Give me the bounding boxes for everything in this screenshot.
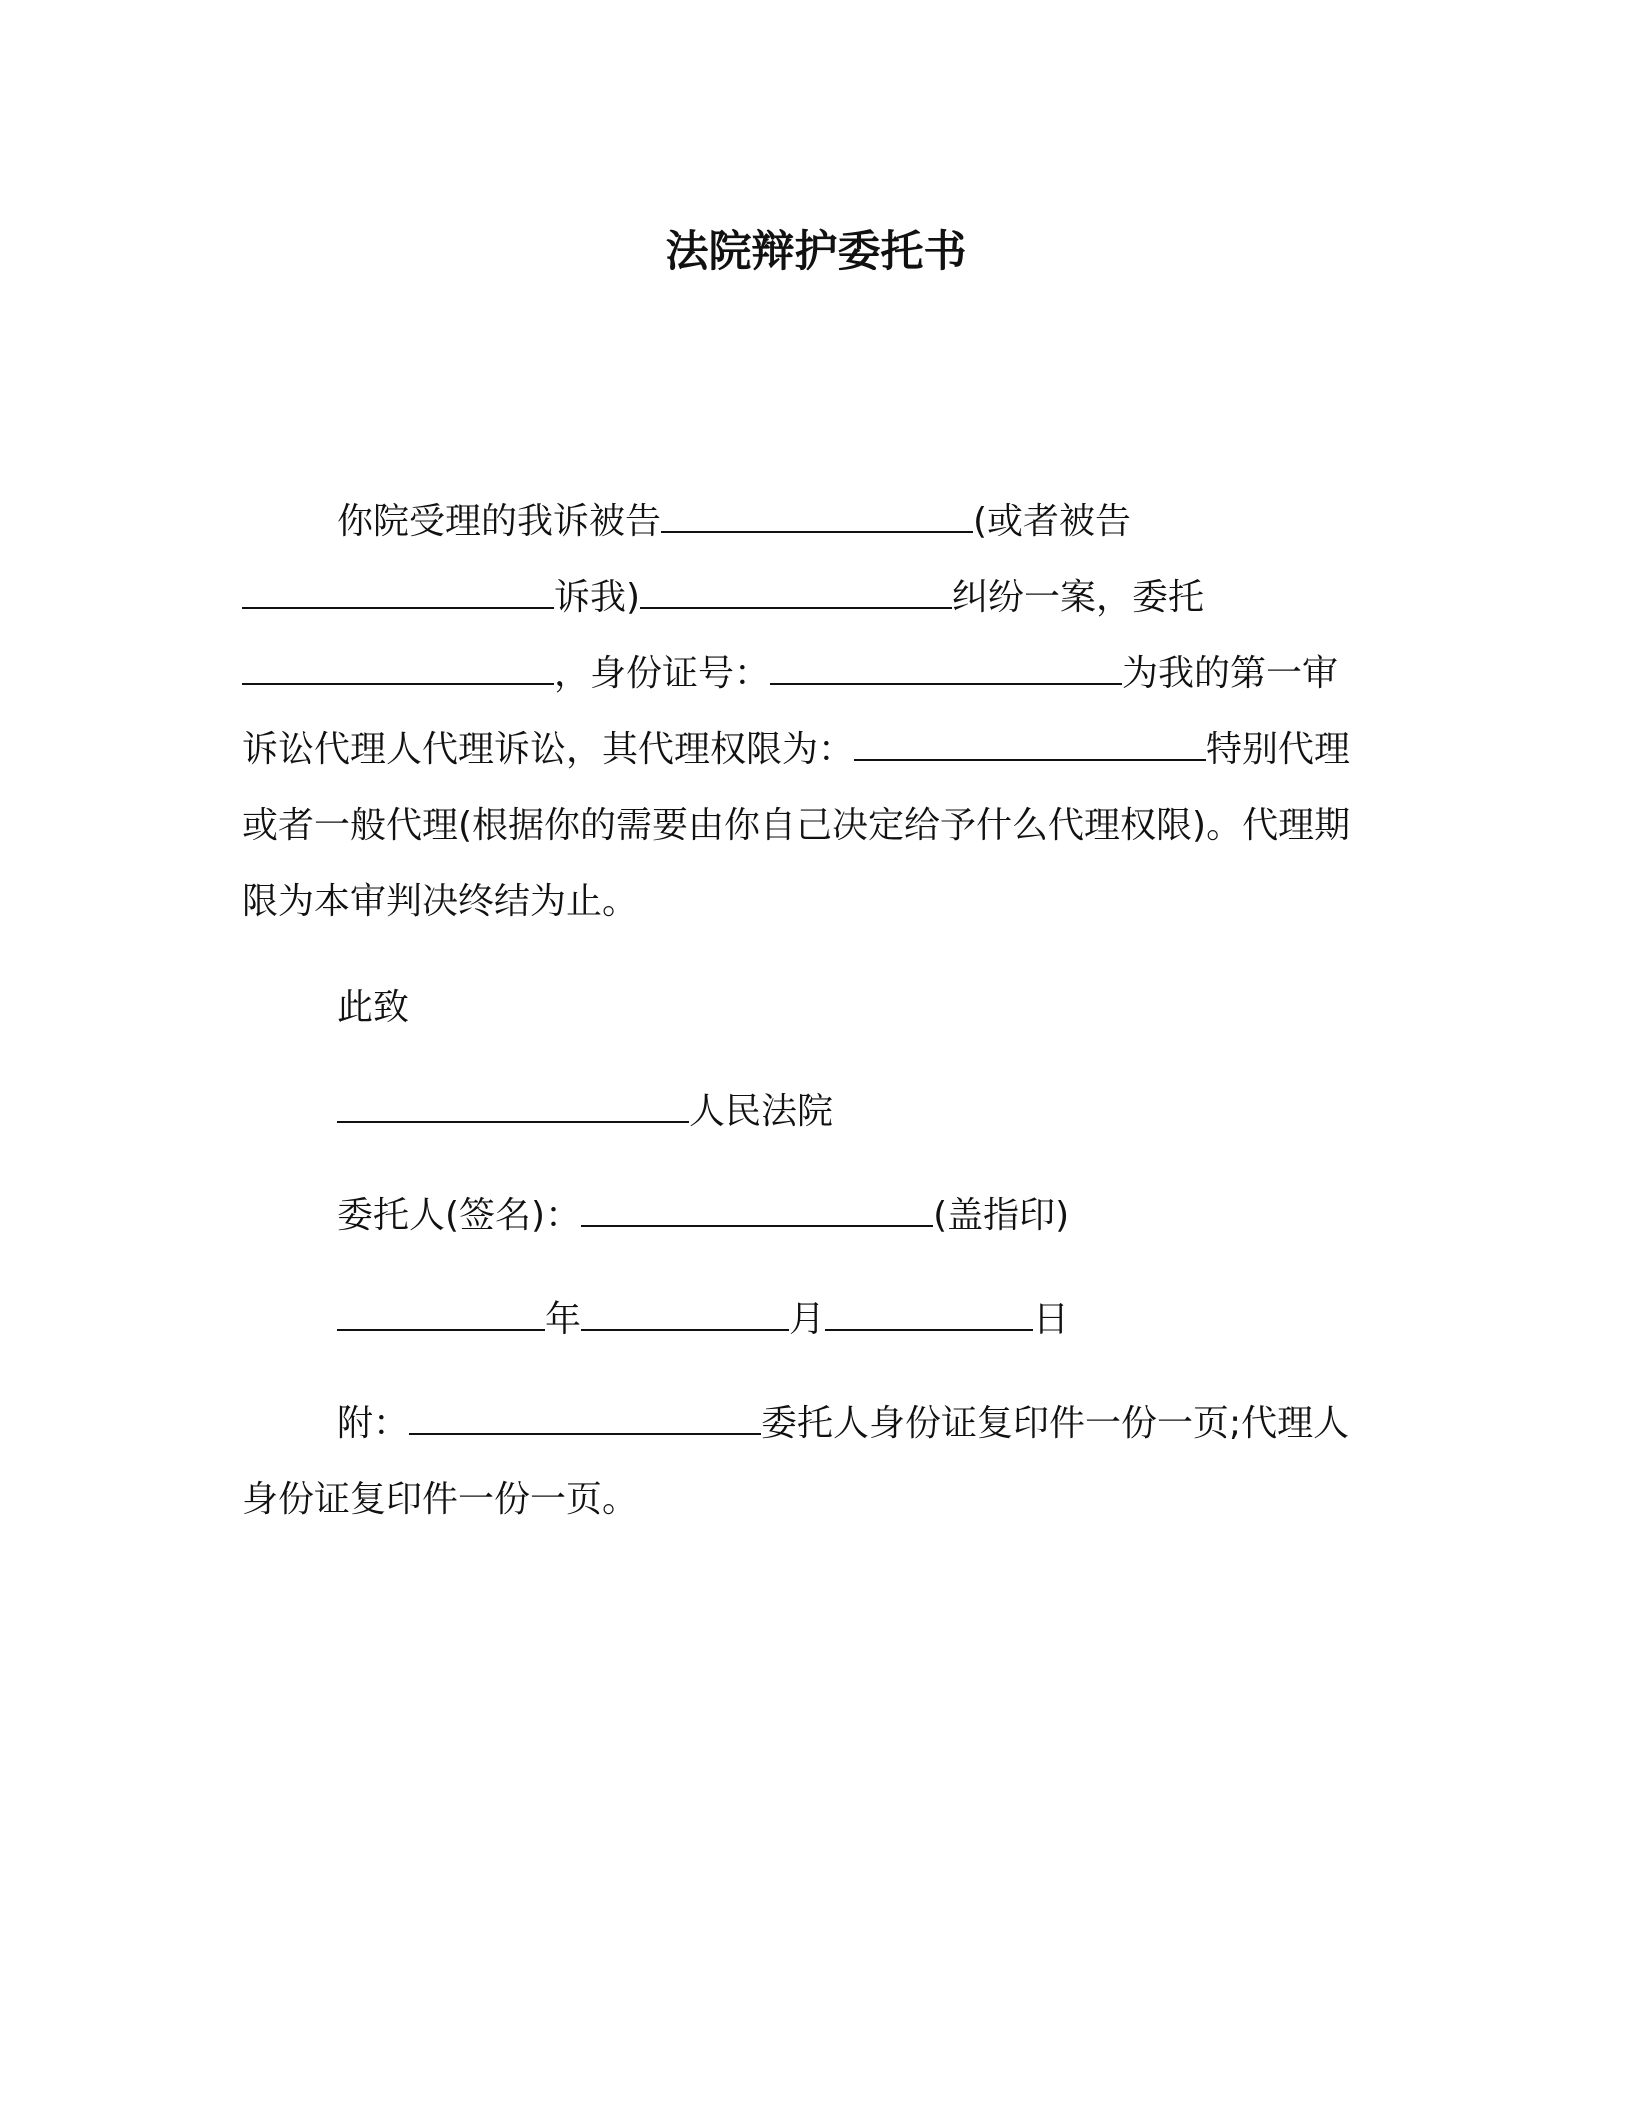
court-line (337, 1082, 833, 1142)
year-blank[interactable] (337, 1291, 545, 1331)
body-text: 你院受理的我诉被告 (337, 501, 662, 542)
body-text: ，身份证号： (554, 653, 771, 694)
day-blank[interactable] (825, 1291, 1033, 1331)
agent-name-blank[interactable] (242, 645, 554, 685)
body-text: 纠纷一案，委托 (952, 577, 1205, 618)
month-label: 月 (789, 1299, 826, 1340)
defendant-blank[interactable] (661, 493, 973, 533)
body-line-6: 限为本审判决终结为止。 (242, 881, 639, 922)
body-text: 诉讼代理人代理诉讼，其代理权限为： (242, 729, 855, 770)
court-suffix: 人民法院 (689, 1091, 834, 1132)
document-title: 法院辩护委托书 (665, 227, 967, 277)
attachment-blank[interactable] (409, 1395, 761, 1435)
plaintiff-blank[interactable] (242, 569, 554, 609)
attachment-label: 附： (337, 1403, 410, 1444)
body-line-1 (337, 492, 1131, 552)
body-text: 特别代理 (1206, 729, 1351, 770)
body-text: 为我的第一审 (1122, 653, 1339, 694)
attachment-text: 委托人身份证复印件一份一页;代理人 (761, 1403, 1350, 1444)
body-line-5: 或者一般代理(根据你的需要由你自己决定给予什么代理权限)。代理期 (242, 805, 1351, 846)
authority-blank[interactable] (854, 721, 1206, 761)
id-number-blank[interactable] (770, 645, 1122, 685)
signature-label: 委托人(签名)： (337, 1195, 582, 1236)
signature-blank[interactable] (581, 1187, 933, 1227)
closing: 此致 (337, 987, 410, 1028)
attachment-line-2: 身份证复印件一份一页。 (242, 1479, 639, 1520)
signature-line (337, 1186, 1069, 1246)
body-line-3 (242, 644, 1338, 704)
body-line-4 (242, 720, 1350, 780)
court-name-blank[interactable] (337, 1083, 689, 1123)
body-text: 诉我) (554, 577, 641, 618)
year-label: 年 (545, 1299, 582, 1340)
fingerprint-label: (盖指印) (933, 1195, 1070, 1236)
attachment-line-1 (337, 1394, 1349, 1454)
body-text: (或者被告 (973, 501, 1132, 542)
month-blank[interactable] (581, 1291, 789, 1331)
body-line-2 (242, 568, 1204, 628)
day-label: 日 (1033, 1299, 1070, 1340)
dispute-type-blank[interactable] (640, 569, 952, 609)
date-line (337, 1290, 1069, 1350)
